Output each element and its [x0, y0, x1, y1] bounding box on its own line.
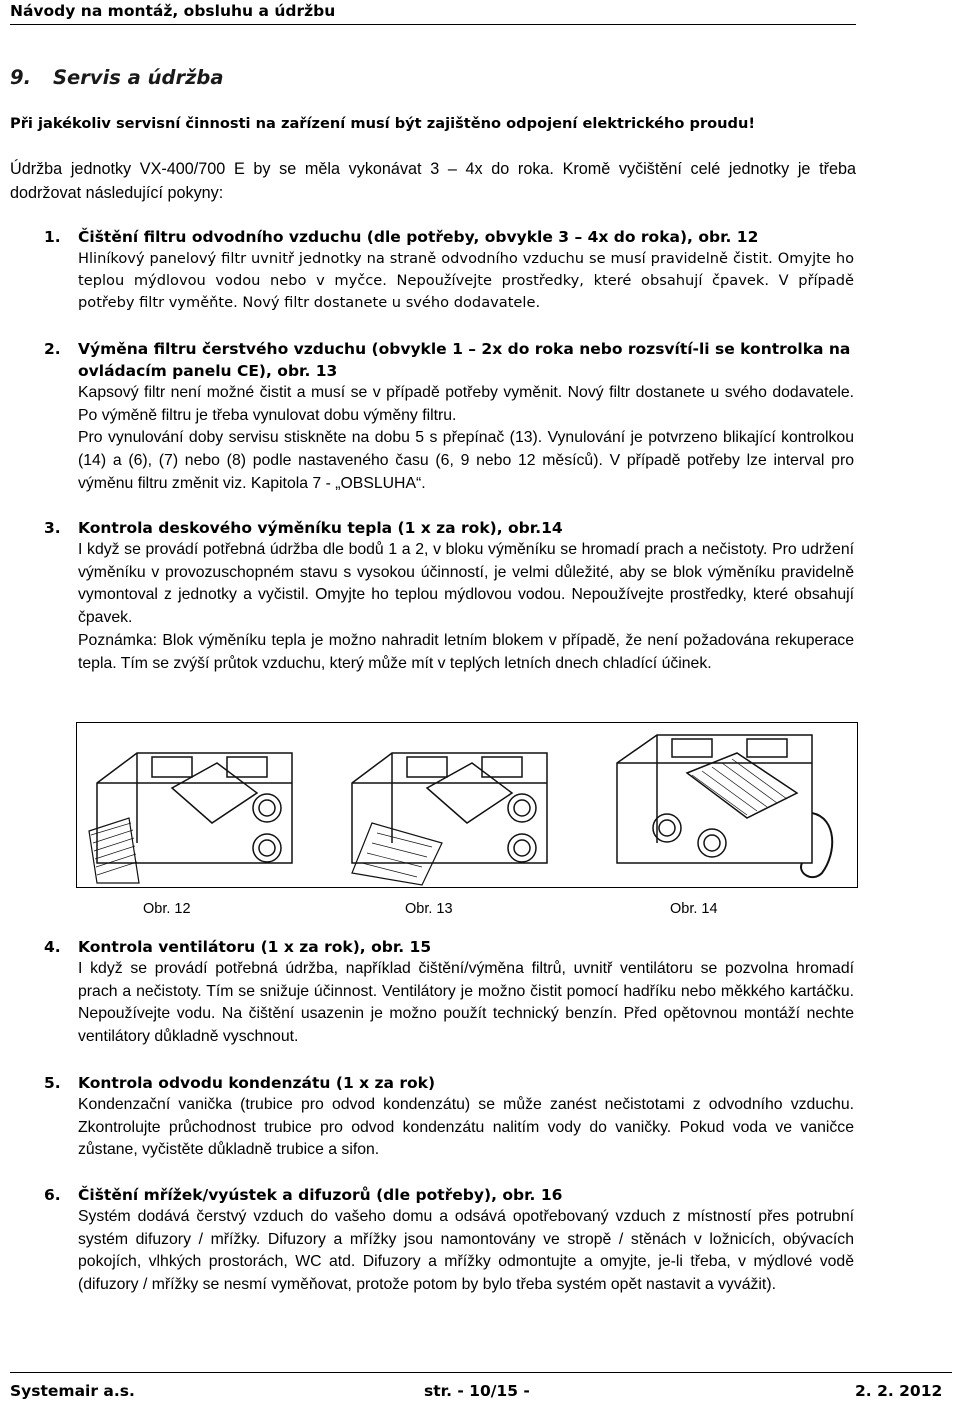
- item-body: I když se provádí potřebná údržba dle bodů 1 a 2, v bloku výměníku se hromadí prach a nečistoty. Pro udržení výměníku v provozuschopném stavu s vysokou účinností, je velmi důležité, aby se blok výměníku pravidelně vymontoval z jednotky a vyčistil. Omyjte ho teplou mýdlovou vodou. Nepoužívejte prostředky, které obsahují čpavek.: [78, 541, 854, 627]
- intro-paragraph: Údržba jednotky VX-400/700 E by se měla vykonávat 3 – 4x do roka. Kromě vyčištění celé jednotky je třeba dodržovat následující pokyny:: [10, 160, 856, 202]
- unit-drawing-3: [617, 735, 832, 877]
- unit-illustrations: [76, 722, 858, 888]
- figure-captions: [0, 901, 960, 921]
- item-heading: Kontrola odvodu kondenzátu (1 x za rok): [78, 1074, 436, 1092]
- maintenance-item-5: [44, 1072, 854, 1162]
- item-heading: Výměna filtru čerstvého vzduchu (obvykle 1 – 2x do roka nebo rozsvítí-li se kontrolka na ovládacím panelu CE), obr. 13: [78, 340, 851, 380]
- ventilation-unit-drawings: [77, 723, 857, 887]
- item-body: Kapsový filtr není možné čistit a musí se v případě potřeby vyměnit. Nový filtr dostanete u svého dodavatele. Po výměně filtru je třeba vynulovat dobu výměny filtru.: [78, 384, 854, 424]
- item-body: I když se provádí potřebná údržba, například čištění/výměna filtrů, uvnitř ventilátoru se pozvolna hromadí prach a nečistoty. Tím se snižuje účinnost. Ventilátory je možno čistit pomocí hadříku nebo měkkého kartáčku. Nepoužívejte vodu. Na čištění usazenin je možno použít technický benzín. Před opětovnou montáží nechte ventilátory důkladně vyschnout.: [78, 960, 854, 1046]
- item-heading: Čištění filtru odvodního vzduchu (dle potřeby, obvykle 3 – 4x do roka), obr. 12: [78, 228, 759, 246]
- safety-warning: Při jakékoliv servisní činnosti na zařízení musí být zajištěno odpojení elektrického proudu!: [10, 115, 756, 132]
- footer-date: 2. 2. 2012: [855, 1382, 943, 1400]
- item-number: 3.: [44, 519, 61, 537]
- maintenance-item-1: [44, 226, 854, 314]
- item-heading: Čištění mřížek/vyústek a difuzorů (dle potřeby), obr. 16: [78, 1186, 563, 1204]
- item-heading: Kontrola deskového výměníku tepla (1 x za rok), obr.14: [78, 519, 563, 537]
- item-number: 1.: [44, 228, 61, 246]
- unit-drawing-2: [352, 753, 547, 885]
- item-body-2: Pro vynulování doby servisu stiskněte na dobu 5 s přepínač (13). Vynulování je potvrzeno blikající kontrolkou (14) a (6), (7) nebo (8) podle nastaveného času (6, 9 nebo 12 měsíců). V případě potřeby lze interval pro výměnu filtru změnit viz. Kapitola 7 - „OBSLUHA“.: [78, 429, 854, 492]
- footer-company: Systemair a.s.: [10, 1382, 135, 1400]
- footer-divider: [10, 1372, 952, 1373]
- section-heading: [10, 66, 224, 89]
- item-body: Kondenzační vanička (trubice pro odvod kondenzátu) se může zanést nečistotami z odvodního vzduchu. Zkontrolujte průchodnost trubice pro odvod kondenzátu nalitím vody do vaničky. Pokud voda ve vaničce zůstane, vyčistěte důkladně trubice a sifon.: [78, 1096, 854, 1159]
- maintenance-item-3: [44, 517, 854, 675]
- item-body-2: Poznámka: Blok výměníku tepla je možno nahradit letním blokem v případě, že není požadována rekuperace tepla. Tím se zvýší průtok vzduchu, který může mít v teplých letních dnech chladící účinek.: [78, 631, 854, 672]
- maintenance-item-4: [44, 936, 854, 1049]
- item-number: 2.: [44, 340, 61, 358]
- maintenance-item-2: [44, 338, 854, 496]
- item-body: Systém dodává čerstvý vzduch do vašeho domu a odsává opotřebovaný vzduch z místností přes potrubní systém difuzory / mřížky. Difuzory a mřížky jsou namontovány ve stropě / stěnách v ložnicích, obývacích pokojích, vlhkých prostorách, WC atd. Difuzory a mřížky odmontujte a omyjte, je-li třeba, v mýdlové vodě (difuzory / mřížky se nesmí vyměňovat, protože potom by bylo třeba systém opět nastavit a vyvážit).: [78, 1208, 854, 1294]
- document-title: Návody na montáž, obsluhu a údržbu: [10, 2, 336, 20]
- item-number: 5.: [44, 1074, 61, 1092]
- unit-drawing-1: [89, 753, 292, 883]
- footer-page-number: str. - 10/15 -: [424, 1382, 530, 1400]
- maintenance-item-6: [44, 1184, 854, 1297]
- caption-obr-12: Obr. 12: [143, 901, 191, 917]
- page-header: [10, 0, 856, 25]
- item-heading: Kontrola ventilátoru (1 x za rok), obr. 15: [78, 938, 432, 956]
- item-body: Hliníkový panelový filtr uvnitř jednotky na straně odvodního vzduchu se musí pravidelně čistit. Omyjte ho teplou mýdlovou vodou nebo v myčce. Nepoužívejte prostředky, které obsahují čpavek. V případě potřeby filtr vyměňte. Nový filtr dostanete u svého dodavatele.: [78, 250, 854, 311]
- section-title: Servis a údržba: [52, 66, 224, 89]
- section-number: 9.: [10, 66, 31, 89]
- caption-obr-13: Obr. 13: [405, 901, 453, 917]
- item-number: 6.: [44, 1186, 61, 1204]
- item-number: 4.: [44, 938, 61, 956]
- caption-obr-14: Obr. 14: [670, 901, 718, 917]
